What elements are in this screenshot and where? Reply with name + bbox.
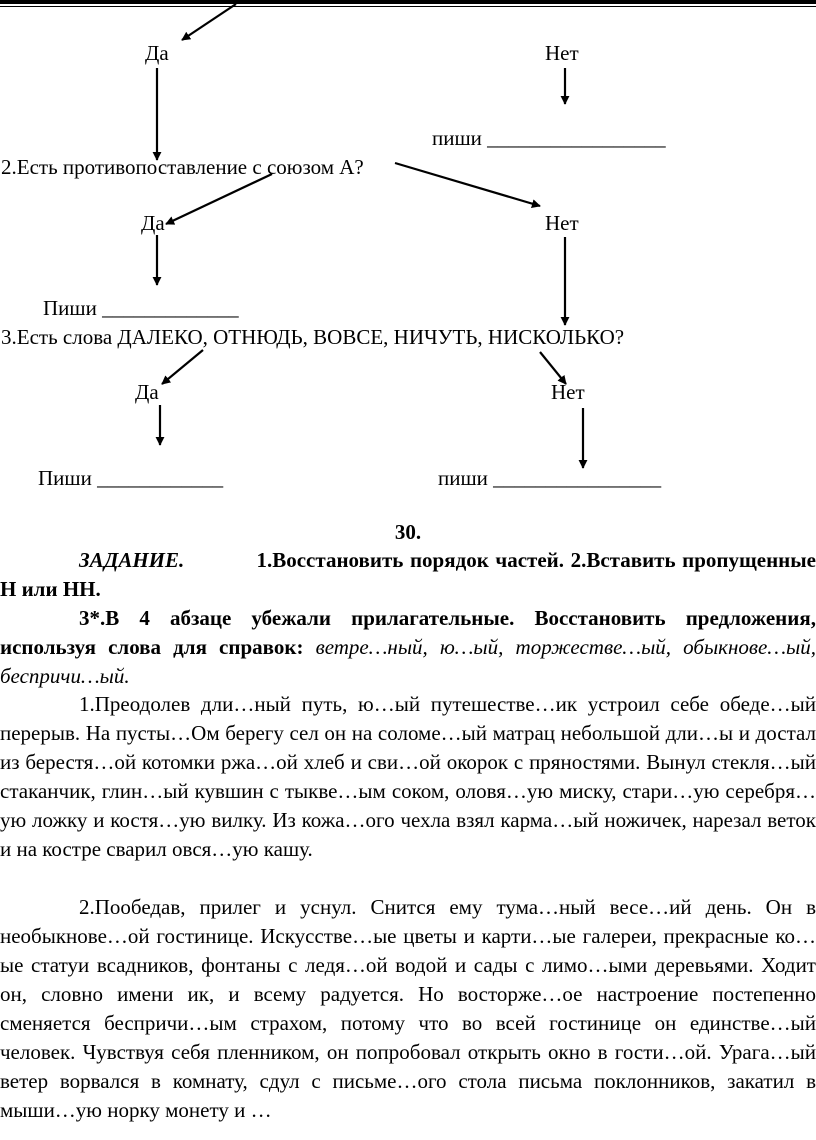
node3-no-write-line: пиши ________________ bbox=[438, 466, 662, 490]
question-2: 2.Есть противопоставление с союзом А? bbox=[1, 155, 364, 179]
exercise-number: 30. bbox=[394, 520, 422, 544]
node1-yes-label: Да bbox=[145, 41, 169, 65]
node3-no-label: Нет bbox=[551, 380, 585, 404]
node3-yes-write-line: Пиши ____________ bbox=[38, 466, 224, 490]
node2-no-label: Нет bbox=[545, 211, 579, 235]
task-instruction bbox=[0, 546, 816, 604]
task3-instruction bbox=[0, 604, 816, 691]
arrow-q3-to-yes bbox=[162, 350, 203, 384]
node2-yes-write-line: Пиши _____________ bbox=[43, 296, 239, 320]
task-text: 1.Восстановить порядок частей. 2.Вставить пропущенные Н или НН. bbox=[0, 548, 816, 601]
node1-no-write-line: пиши _________________ bbox=[432, 126, 666, 150]
node2-yes-label: Да bbox=[141, 211, 165, 235]
flowchart-arrows bbox=[0, 0, 816, 520]
paragraph-2: 2.Пообедав, прилег и уснул. Снится ему тума…ный весе…ий день. Он в необыкнове…ой гостинице. Искусстве…ые цветы и карти…ые галереи, прекрасные ко…ые статуи всадников, фонтаны с ледя…ой водой и сады с лимо…ыми деревьями. Ходит он, словно имени ик, и всему радуется. Но восторже…ое настроение постепенно сменяется беспричи…ым страхом, потому что во всей гостинице он единстве…ый человек. Чувствуя себя пленником, он попробовал открыть окно в гости…ой. Урага…ый ветер ворвался в комнату, сдул с письме…ого стола письма поклонников, закатил в мыши…ую норку монету и … bbox=[0, 895, 816, 1122]
arrow-to-yes-1 bbox=[182, 4, 236, 40]
arrow-q2-to-yes bbox=[166, 174, 272, 224]
task-label: ЗАДАНИЕ. bbox=[79, 548, 185, 572]
task3-words: ветре…ный, ю…ый, торжестве…ый, обыкнове…ый, беспричи…ый. bbox=[0, 635, 816, 688]
task3-label: 3*.В 4 абзаце убежали прилагательные. Восстановить предложения, используя слова для справок: bbox=[0, 606, 816, 659]
question-3: 3.Есть слова ДАЛЕКО, ОТНЮДЬ, ВОВСЕ, НИЧУТЬ, НИСКОЛЬКО? bbox=[1, 325, 625, 349]
paragraph-1: 1.Преодолев дли…ный путь, ю…ый путешестве…ик устроил себе обеде…ый перерыв. На пусты…Ом берегу сел он на соломе…ый матрац небольшой дли…ы и достал из берестя…ой котомки ржа…ой хлеб и сви…ой окорок с пряностями. Вынул стекля…ый стаканчик, глин…ый кувшин с тыкве…ым соком, оловя…ую миску, стари…ую серебря…ую ложку и костя…ую вилку. Из кожа…ого чехла взял карма…ый ножичек, нарезал веток и на костре сварил овся…ую кашу. bbox=[0, 692, 816, 861]
arrow-q2-to-no bbox=[395, 163, 540, 206]
node1-no-label: Нет bbox=[545, 41, 579, 65]
node3-yes-label: Да bbox=[135, 380, 159, 404]
